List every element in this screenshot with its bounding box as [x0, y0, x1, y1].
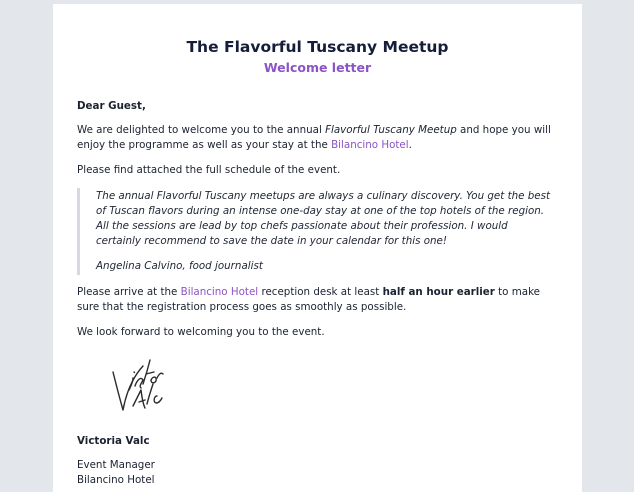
testimonial-quote	[77, 188, 554, 275]
quote-text: The annual Flavorful Tuscany meetups are always a culinary discovery. You get the best of Tuscan flavors during an intense one-day stay at one of the top hotels of the region. All the sessions are lead by top chefs passionate about their profession. I would certainly recommend to save the date in your calendar for this one!	[96, 190, 551, 247]
signer-name: Victoria Valc	[77, 435, 150, 447]
letter-body	[77, 99, 554, 488]
greeting: Dear Guest,	[77, 100, 146, 112]
hotel-link[interactable]: Bilancino Hotel	[331, 139, 409, 151]
closing-line: We look forward to welcoming you to the event.	[77, 326, 325, 338]
letter-title: The Flavorful Tuscany Meetup	[186, 38, 449, 56]
signer-company: Bilancino Hotel	[77, 474, 155, 486]
arrival-text-middle: reception desk at least	[258, 286, 383, 298]
hotel-link-arrival[interactable]: Bilancino Hotel	[180, 286, 259, 298]
signature-drawing	[77, 350, 167, 422]
intro-paragraph	[77, 123, 554, 153]
quote-author: Angelina Calvino, food journalist	[96, 260, 263, 272]
signer-role: Event Manager	[77, 459, 155, 471]
intro-text-before: We are delighted to welcome you to the annual	[77, 124, 326, 136]
arrival-emphasis: half an hour earlier	[382, 286, 495, 298]
intro-text-after: .	[408, 139, 412, 151]
letter-page	[53, 4, 582, 492]
handwritten-signature	[77, 350, 554, 422]
arrival-text-after: to make sure that the registration process goes as smoothly as possible.	[77, 286, 541, 313]
schedule-note: Please find attached the full schedule of the event.	[77, 164, 341, 176]
arrival-text-before: Please arrive at the	[77, 286, 181, 298]
letter-subtitle: Welcome letter	[263, 60, 372, 75]
intro-text-middle: and hope you will enjoy the programme as well as your stay at the	[77, 124, 551, 151]
arrival-paragraph	[77, 285, 554, 315]
event-name: Flavorful Tuscany Meetup	[325, 124, 457, 136]
